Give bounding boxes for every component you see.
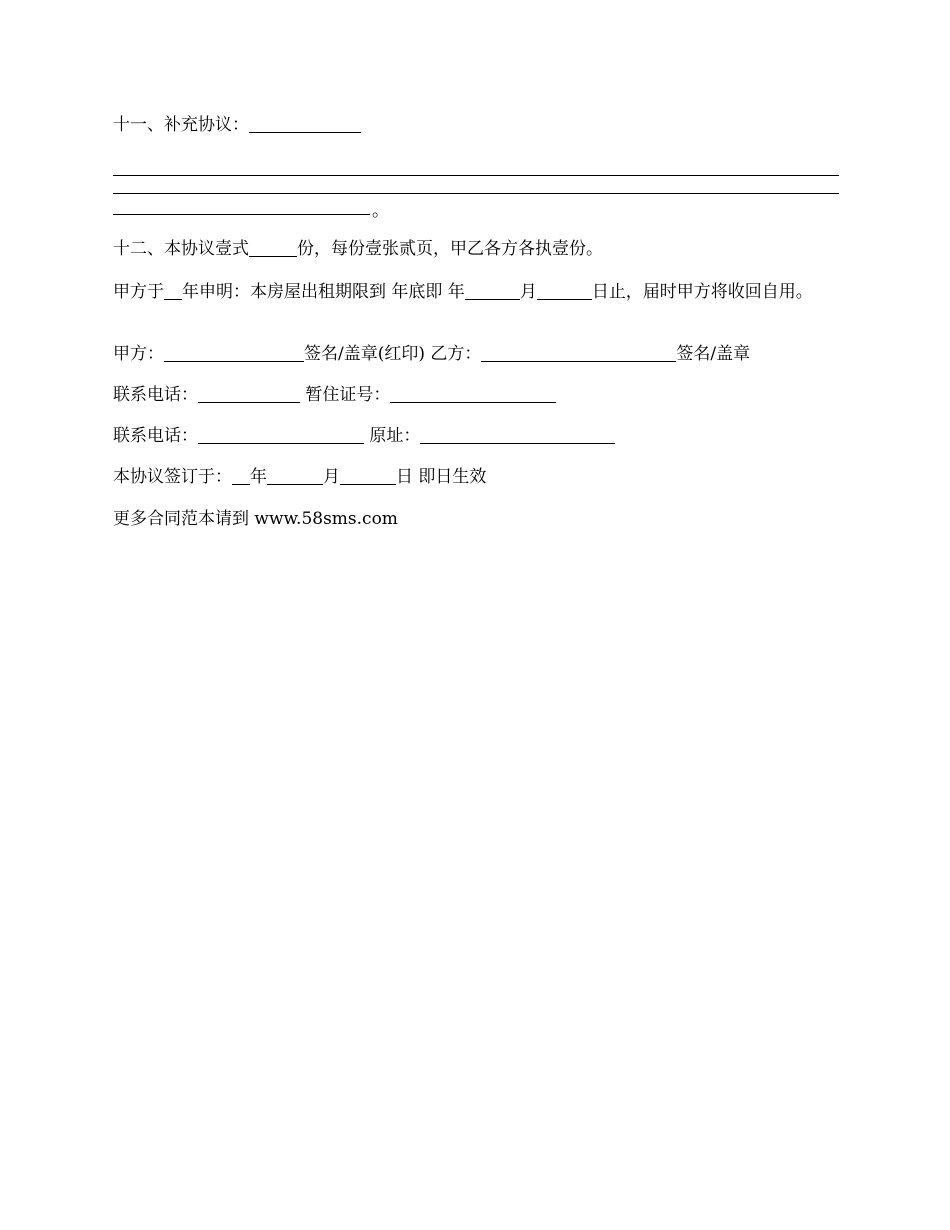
signing-year-blank [232,468,250,485]
footer-more-text: 更多合同范本请到 www.58sms.com [113,509,398,529]
declaration-paragraph [113,281,839,303]
contact-line-2 [113,425,615,447]
clause-12-suffix: 份，每份壹张贰页，甲乙各方各执壹份。 [297,239,603,259]
copies-blank [249,240,297,257]
signing-day-blank [340,468,396,485]
contact-2-phone-blank [198,427,364,444]
declaration-part4: 日止，届时甲方将收回自用。 [591,282,813,302]
declaration-year-blank [164,283,182,300]
signature-line [113,343,750,365]
supplement-period: 。 [372,201,389,221]
contact-1-id-blank [390,386,556,403]
contact-2-address-label: 原址： [364,426,421,446]
party-a-label: 甲方： [113,344,164,364]
contact-2-phone-label: 联系电话： [113,426,198,446]
contact-line-1 [113,384,556,406]
supplement-line-2 [113,193,839,194]
clause-12-prefix: 十二、本协议壹式 [113,239,249,259]
party-a-blank [164,345,304,362]
supplement-line-3 [113,214,370,215]
declaration-part3: 月 [519,282,537,302]
signing-month-blank [267,468,323,485]
clause-11-heading [113,114,361,136]
clause-11-label: 十一、补充协议： [113,115,249,135]
declaration-yearend-blank [465,283,520,300]
declaration-part1: 甲方于 [113,282,164,302]
clause-12 [113,238,603,260]
party-b-blank [481,345,676,362]
signing-month-label: 月 [323,467,340,487]
contact-1-id-label: 暂住证号： [300,385,391,405]
signing-date-line [113,466,486,488]
supplement-line-1 [113,175,839,176]
party-a-sign-label: 签名/盖章(红印) 乙方： [304,344,482,364]
party-b-sign-label: 签名/盖章 [676,344,751,364]
contact-2-address-blank [420,427,615,444]
contact-1-phone-blank [198,386,300,403]
supplement-blank [249,116,361,133]
footer-line [113,508,398,530]
signing-year-label: 年 [250,467,267,487]
signing-prefix: 本协议签订于： [113,467,232,487]
declaration-month-blank [537,283,592,300]
signing-suffix: 日 即日生效 [396,467,487,487]
declaration-part2: 年申明：本房屋出租期限到 年底即 年 [182,282,465,302]
contact-1-phone-label: 联系电话： [113,385,198,405]
